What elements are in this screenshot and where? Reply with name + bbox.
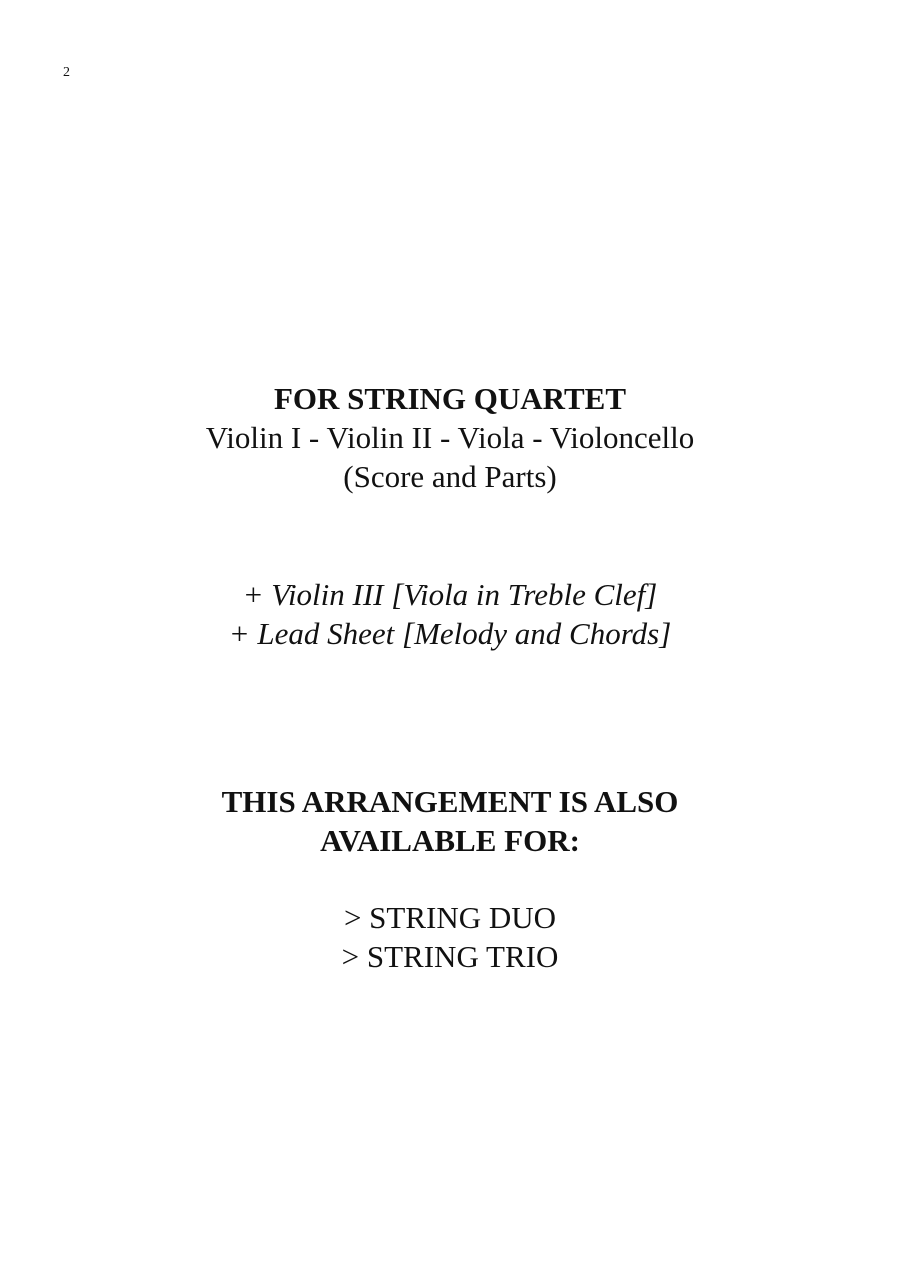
- version-item-string-duo: > STRING DUO: [343, 900, 557, 935]
- version-item-string-trio: > STRING TRIO: [341, 939, 559, 974]
- instrumentation-section: [0, 379, 900, 496]
- also-available-heading-line2: AVAILABLE FOR:: [320, 823, 580, 858]
- extras-section: [0, 575, 900, 653]
- also-available-section: [0, 782, 900, 860]
- also-available-heading-line1: THIS ARRANGEMENT IS ALSO: [221, 784, 679, 819]
- instrument-list: Violin I - Violin II - Viola - Violoncello: [205, 420, 695, 455]
- extra-item-lead-sheet: + Lead Sheet [Melody and Chords]: [228, 616, 672, 651]
- instrumentation-heading: FOR STRING QUARTET: [273, 381, 627, 416]
- score-contents: (Score and Parts): [343, 459, 557, 494]
- versions-list: [0, 898, 900, 976]
- extra-item-violin-iii: + Violin III [Viola in Treble Clef]: [242, 577, 658, 612]
- page-number: 2: [63, 65, 70, 80]
